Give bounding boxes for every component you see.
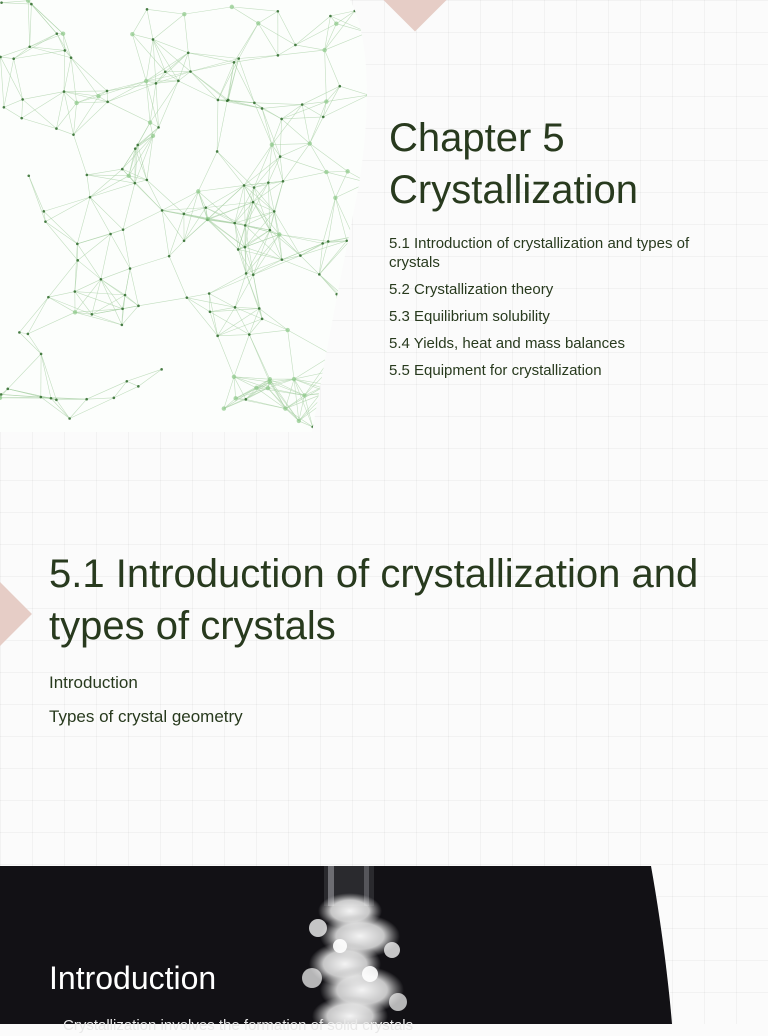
toc-item: 5.2 Crystallization theory: [389, 280, 729, 299]
slide-introduction: [0, 866, 768, 1024]
topic-item: Types of crystal geometry: [49, 706, 243, 728]
toc-item: 5.5 Equipment for crystallization: [389, 361, 729, 380]
topic-item: Introduction: [49, 672, 243, 694]
accent-diamond: [382, 0, 447, 32]
toc-item: 5.4 Yields, heat and mass balances: [389, 334, 729, 353]
section-topics: [49, 672, 243, 740]
intro-heading: Introduction: [49, 958, 216, 998]
table-of-contents: [389, 234, 729, 388]
toc-item: 5.1 Introduction of crystallization and types of crystals: [389, 234, 729, 272]
slide-chapter-overview: [0, 0, 768, 432]
network-background-image: [0, 0, 370, 432]
chapter-number: Chapter 5: [389, 116, 565, 160]
toc-item: 5.3 Equilibrium solubility: [389, 307, 729, 326]
accent-diamond: [0, 580, 32, 648]
chapter-title: [389, 112, 638, 216]
intro-body-text: Crystallization involves the formation of solid crystals: [63, 1016, 413, 1036]
crystal-photo: [0, 866, 680, 1024]
chapter-name: Crystallization: [389, 168, 638, 212]
section-title: 5.1 Introduction of crystallization and types of crystals: [49, 548, 729, 652]
slide-section-intro: [0, 432, 768, 866]
